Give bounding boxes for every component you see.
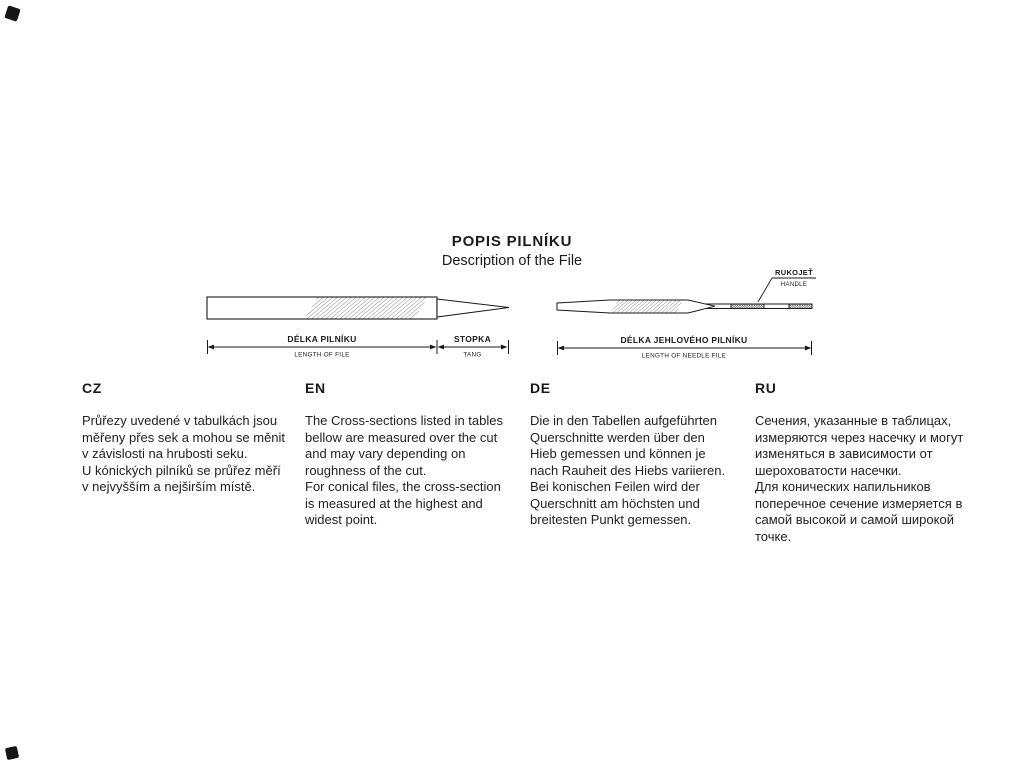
column-cz: [82, 380, 287, 496]
flat-file-body-group: [207, 297, 509, 319]
length-of-file-sublabel: LENGTH OF FILE: [294, 351, 350, 359]
tang-label: STOPKA: [453, 334, 492, 344]
needle-cut-hatch: [611, 300, 683, 313]
lang-code-en: EN: [305, 380, 326, 396]
de-paragraph-2: Bei konischen Feilen wird der Querschnitt am höchsten und breitesten Punkt gemessen.: [530, 479, 700, 527]
page-subtitle: Description of the File: [441, 253, 583, 269]
ru-paragraph-2: Для конических напильников поперечное сечение измеряется в самой высокой и самой широкой точке.: [755, 479, 963, 544]
scan-artifact-bottom-left: [5, 746, 19, 760]
column-de: [530, 380, 735, 529]
cz-paragraph-2: U kónických pilníků se průřez měří v nejvyšším a nejširším místě.: [82, 462, 281, 494]
lang-code-cz: CZ: [82, 380, 102, 396]
flat-file-drawing: [200, 283, 515, 365]
needle-length-sublabel: LENGTH OF NEEDLE FILE: [641, 352, 727, 360]
page-title: POPIS PILNÍKU: [451, 233, 573, 250]
en-paragraph-2: For conical files, the cross-section is measured at the highest and widest point.: [305, 479, 501, 527]
handle-knurl-band-1: [731, 304, 764, 309]
column-en: [305, 380, 513, 529]
scan-artifact-top-left: [4, 5, 20, 21]
length-of-file-label: DÉLKA PILNÍKU: [287, 334, 357, 344]
file-cut-hatch: [304, 297, 428, 319]
de-paragraph-1: Die in den Tabellen aufgeführten Querschnitte werden über den Hieb gemessen und können je nach Rauheit des Hiebs variieren.: [530, 413, 726, 478]
tang-sublabel: TANG: [463, 351, 482, 359]
title-block: [0, 233, 1024, 269]
lang-code-de: DE: [530, 380, 551, 396]
file-tang: [437, 299, 509, 317]
ru-paragraph-1: Сечения, указанные в таблицах, измеряются через насечку и могут изменяться в зависимости от шероховатости насечки.: [755, 413, 964, 478]
lang-code-ru: RU: [755, 380, 777, 396]
handle-knurl-band-2: [789, 304, 812, 309]
needle-file-drawing: [548, 255, 820, 370]
en-paragraph-1: The Cross-sections listed in tables bellow are measured over the cut and may vary depending on roughness of the cut.: [305, 413, 503, 478]
needle-length-label: DÉLKA JEHLOVÉHO PILNÍKU: [620, 335, 748, 345]
column-ru: [755, 380, 973, 545]
flat-file-svg: [200, 283, 515, 365]
needle-file-svg: [548, 255, 820, 370]
handle-label: RUKOJEŤ: [775, 268, 813, 277]
needle-file-body-group: [557, 300, 812, 313]
handle-sublabel: HANDLE: [780, 282, 808, 288]
cz-paragraph-1: Průřezy uvedené v tabulkách jsou měřeny přes sek a mohou se měnit v závislosti na hrubosti seku.: [82, 413, 286, 461]
